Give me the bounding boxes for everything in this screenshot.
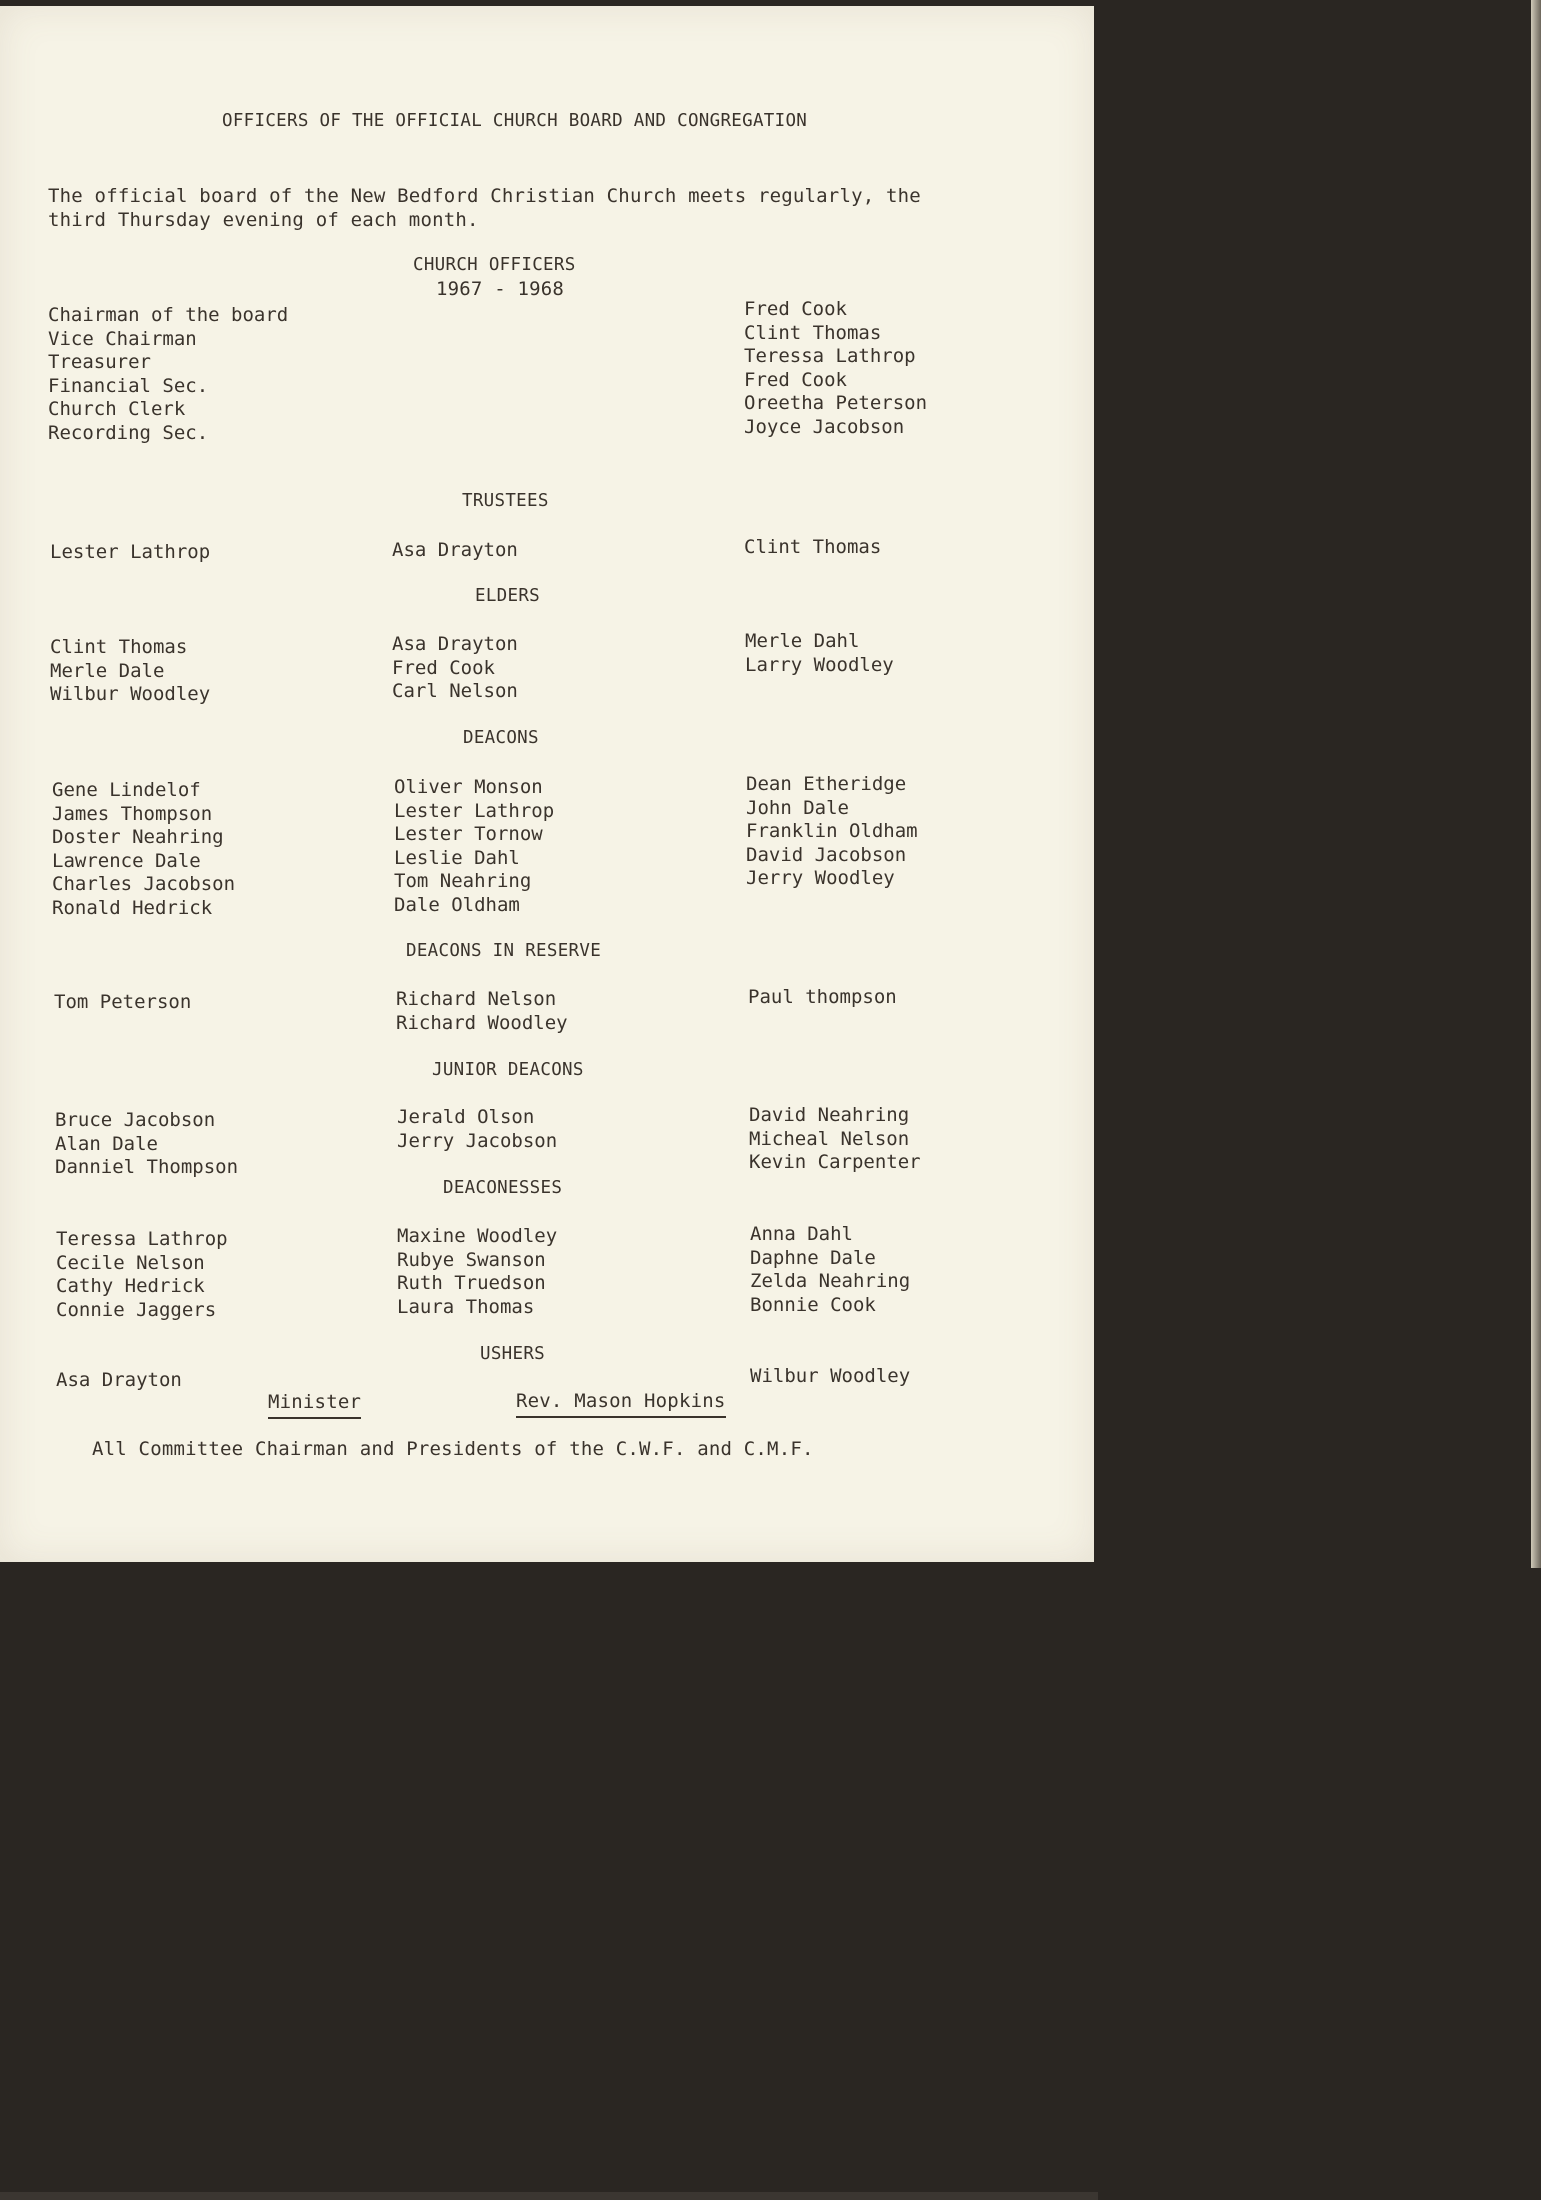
junior-deacons-col-1	[55, 1109, 238, 1180]
junior-deacons-col-3	[749, 1104, 921, 1175]
deacon-name: Gene Lindelof	[52, 779, 201, 801]
officer-name: Teressa Lathrop	[744, 345, 916, 367]
deaconesses-col-2	[397, 1225, 557, 1319]
deacon-name: Dale Oldham	[394, 893, 520, 916]
deaconess-name: Teressa Lathrop	[56, 1228, 228, 1250]
reserve-deacon-name: Richard Woodley	[396, 1011, 568, 1034]
officer-name: Oreetha Peterson	[744, 392, 928, 414]
deaconess-name: Cecile Nelson	[56, 1251, 205, 1274]
officer-role: Financial Sec.	[48, 374, 209, 397]
minister-label: Minister	[268, 1391, 361, 1419]
junior-deacon-name: Jerry Jacobson	[397, 1129, 558, 1152]
deacon-name: Tom Neahring	[394, 870, 532, 892]
elder-name: Merle Dale	[50, 659, 165, 682]
deacon-name: Lester Lathrop	[394, 799, 555, 822]
intro-line-2: third Thursday evening of each month.	[48, 209, 479, 231]
deacon-name: Oliver Monson	[394, 776, 543, 798]
trustee-name: Asa Drayton	[392, 539, 518, 561]
elders-col-3	[745, 630, 894, 677]
ushers-col-1	[56, 1369, 182, 1393]
ushers-heading: USHERS	[480, 1344, 546, 1364]
deacon-name: Charles Jacobson	[52, 873, 236, 895]
officer-role: Vice Chairman	[48, 327, 197, 350]
reserve-deacon-name: Richard Nelson	[396, 988, 557, 1010]
deacon-name: Jerry Woodley	[746, 867, 895, 889]
officer-role: Recording Sec.	[48, 421, 209, 444]
deacon-name: Leslie Dahl	[394, 846, 520, 869]
officer-role: Treasurer	[48, 351, 151, 373]
officer-name: Clint Thomas	[744, 321, 882, 344]
deacon-name: Lester Tornow	[394, 823, 543, 845]
deaconesses-col-1	[56, 1228, 228, 1322]
officer-role: Church Clerk	[48, 398, 186, 420]
minister-name: Rev. Mason Hopkins	[516, 1390, 726, 1418]
footer-note: All Committee Chairman and Presidents of the C.W.F. and C.M.F.	[92, 1438, 814, 1460]
deaconess-name: Rubye Swanson	[397, 1248, 546, 1271]
deacon-name: John Dale	[746, 796, 849, 819]
reserve-col-2	[396, 988, 568, 1035]
officer-name: Joyce Jacobson	[744, 415, 905, 438]
elders-heading: ELDERS	[475, 586, 541, 606]
deacon-name: Franklin Oldham	[746, 820, 918, 842]
page-title: OFFICERS OF THE OFFICIAL CHURCH BOARD AND CONGREGATION	[222, 111, 808, 131]
reserve-deacon-name: Paul thompson	[748, 986, 897, 1008]
elder-name: Larry Woodley	[745, 653, 894, 676]
intro-line-1: The official board of the New Bedford Christian Church meets regularly, the	[48, 185, 921, 207]
trustees-col-3	[744, 536, 881, 560]
elder-name: Clint Thomas	[50, 636, 188, 658]
officer-name: Fred Cook	[744, 298, 847, 320]
ushers-col-3	[750, 1365, 910, 1389]
church-officers-heading: CHURCH OFFICERS	[413, 255, 576, 275]
junior-deacon-name: Micheal Nelson	[749, 1127, 910, 1150]
junior-deacon-name: Kevin Carpenter	[749, 1151, 921, 1173]
page-edge-bottom	[0, 2192, 1098, 2200]
deaconess-name: Connie Jaggers	[56, 1298, 217, 1321]
elders-col-2	[392, 633, 518, 704]
reserve-deacon-name: Tom Peterson	[54, 991, 192, 1013]
trustees-col-1	[50, 541, 210, 565]
junior-deacon-name: Jerald Olson	[397, 1106, 535, 1128]
junior-deacon-name: Danniel Thompson	[55, 1156, 239, 1178]
deacon-name: Lawrence Dale	[52, 849, 201, 872]
deaconess-name: Anna Dahl	[750, 1223, 853, 1245]
junior-deacon-name: Bruce Jacobson	[55, 1109, 216, 1131]
elder-name: Asa Drayton	[392, 633, 518, 655]
deacons-heading: DEACONS	[463, 728, 539, 748]
church-officers-years: 1967 - 1968	[436, 278, 565, 300]
deacon-name: Ronald Hedrick	[52, 896, 213, 919]
usher-name: Wilbur Woodley	[750, 1365, 911, 1387]
elder-name: Merle Dahl	[745, 630, 860, 652]
junior-deacons-col-2	[397, 1106, 557, 1153]
deaconess-name: Bonnie Cook	[750, 1293, 876, 1316]
deacons-col-3	[746, 773, 918, 891]
trustee-name: Clint Thomas	[744, 536, 882, 558]
trustee-name: Lester Lathrop	[50, 541, 211, 563]
elder-name: Wilbur Woodley	[50, 683, 211, 705]
reserve-col-3	[748, 986, 897, 1010]
deacon-name: David Jacobson	[746, 843, 907, 866]
trustees-heading: TRUSTEES	[462, 491, 549, 511]
junior-deacon-name: Alan Dale	[55, 1132, 158, 1155]
deacon-name: Dean Etheridge	[746, 773, 907, 795]
officer-names-list	[744, 298, 927, 439]
deaconess-name: Zelda Neahring	[750, 1270, 911, 1292]
junior-deacon-name: David Neahring	[749, 1104, 910, 1126]
deacons-in-reserve-heading: DEACONS IN RESERVE	[406, 941, 602, 961]
officer-roles-list	[48, 304, 288, 445]
officer-name: Fred Cook	[744, 368, 847, 391]
deaconess-name: Maxine Woodley	[397, 1225, 558, 1247]
document-page	[0, 6, 1094, 1562]
elders-col-1	[50, 636, 210, 707]
elder-name: Fred Cook	[392, 656, 495, 679]
officer-role: Chairman of the board	[48, 304, 289, 326]
deacons-col-2	[394, 776, 554, 917]
deaconess-name: Laura Thomas	[397, 1295, 535, 1318]
page-edge-right	[1531, 0, 1541, 1568]
deaconess-name: Ruth Truedson	[397, 1272, 546, 1294]
elder-name: Carl Nelson	[392, 680, 518, 702]
trustees-col-2	[392, 539, 518, 563]
deaconess-name: Cathy Hedrick	[56, 1275, 205, 1297]
junior-deacons-heading: JUNIOR DEACONS	[432, 1060, 584, 1080]
deacons-col-1	[52, 779, 235, 920]
reserve-col-1	[54, 991, 191, 1015]
deaconesses-heading: DEACONESSES	[443, 1178, 563, 1198]
deaconess-name: Daphne Dale	[750, 1246, 876, 1269]
deaconesses-col-3	[750, 1223, 910, 1317]
usher-name: Asa Drayton	[56, 1369, 182, 1391]
deacon-name: Doster Neahring	[52, 826, 224, 848]
deacon-name: James Thompson	[52, 802, 213, 825]
